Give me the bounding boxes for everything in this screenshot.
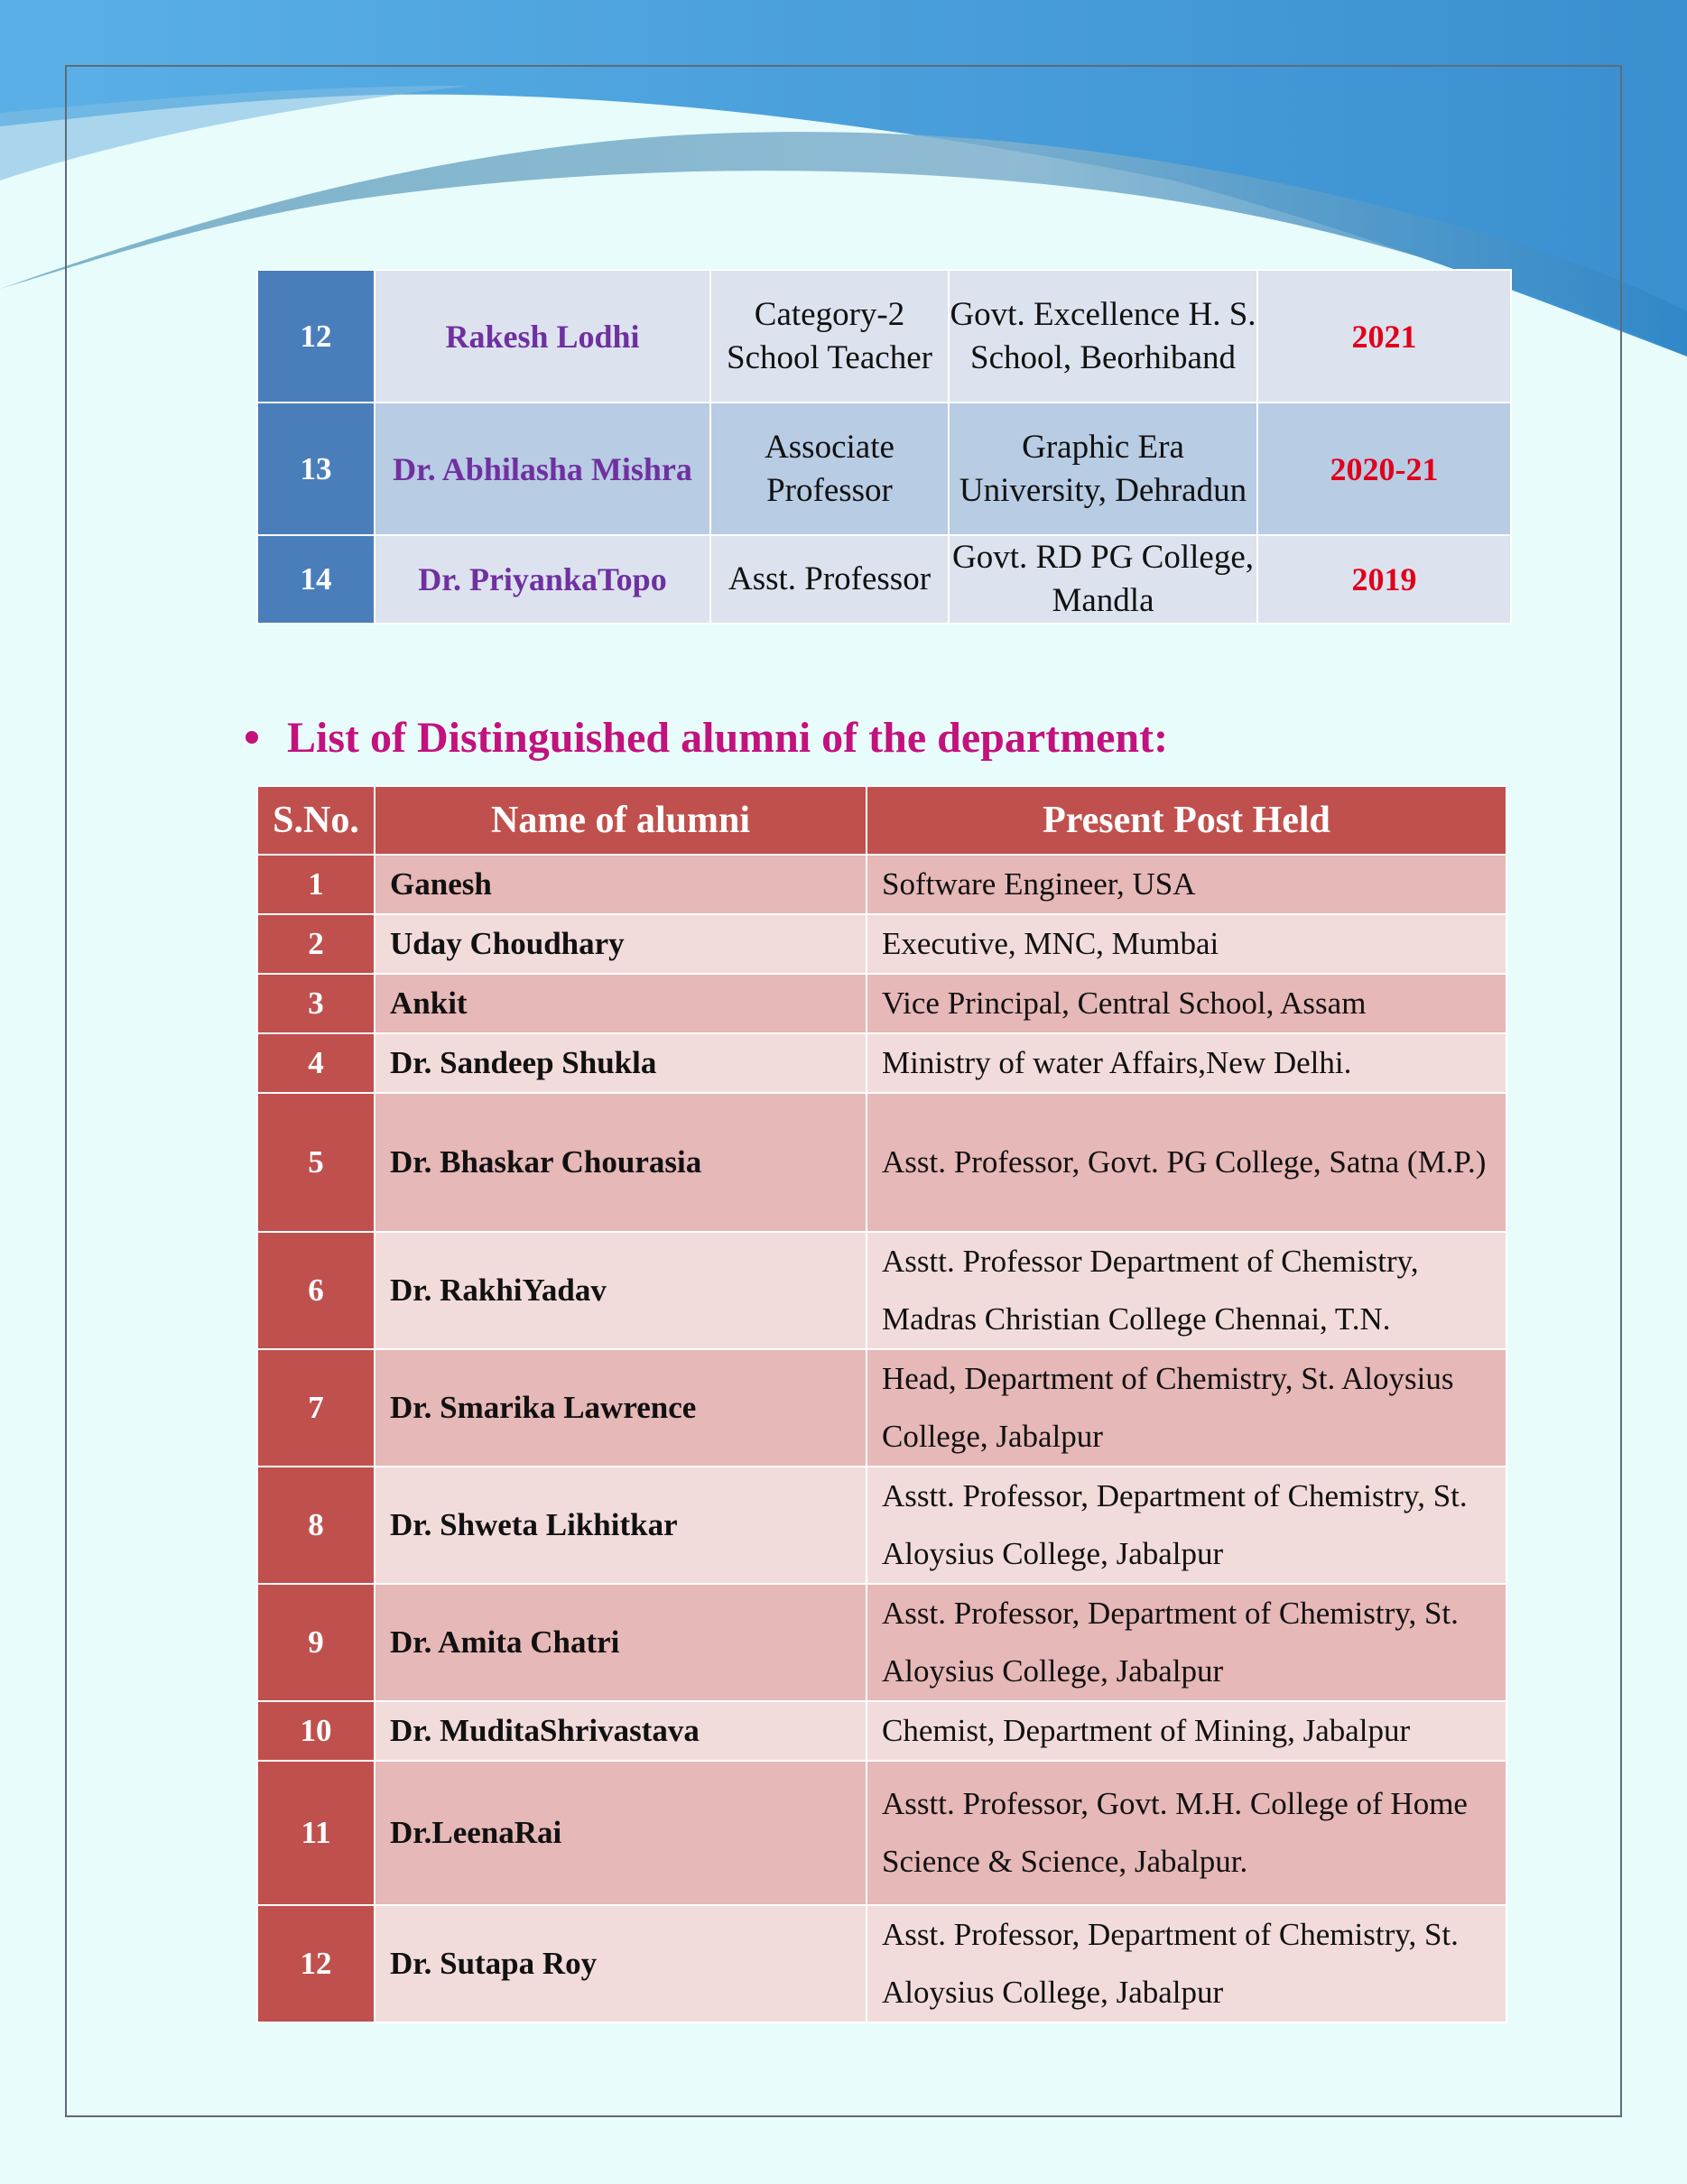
table-row [257,855,1506,914]
serial-number: 10 [257,1701,375,1761]
post-cell: Associate Professor [710,403,949,535]
table-row [257,1232,1506,1349]
alumni-name: Dr. Bhaskar Chourasia [375,1093,867,1232]
institution-cell: Govt. Excellence H. S. School, Beorhiband [949,270,1257,403]
post-cell: Vice Principal, Central School, Assam [867,974,1506,1033]
alumni-name: Dr.LeenaRai [375,1761,867,1905]
post-cell: Head, Department of Chemistry, St. Aloysius College, Jabalpur [867,1349,1506,1467]
alumni-name: Dr. MuditaShrivastava [375,1701,867,1761]
distinguished-alumni-table [256,785,1507,2023]
serial-number: 6 [257,1232,375,1349]
post-cell: Asstt. Professor, Department of Chemistry, St. Aloysius College, Jabalpur [867,1467,1506,1584]
section-heading [246,706,1168,769]
table-row [257,403,1511,535]
sno-header: S.No. [257,786,375,855]
table-row [257,1093,1506,1232]
serial-number: 11 [257,1761,375,1905]
alumni-name: Dr. Amita Chatri [375,1584,867,1701]
alumni-name: Dr. Smarika Lawrence [375,1349,867,1467]
table-row [257,270,1511,403]
serial-number: 1 [257,855,375,914]
alumni-name: Dr. Sutapa Roy [375,1905,867,2022]
section-heading-text: List of Distinguished alumni of the department: [287,713,1169,762]
header-row [257,786,1506,855]
year-cell: 2019 [1257,535,1511,624]
alumni-name: Uday Choudhary [375,914,867,974]
post-cell: Asst. Professor [710,535,949,624]
alumni-name: Ankit [375,974,867,1033]
alumni-name: Rakesh Lodhi [375,270,710,403]
serial-number: 14 [257,535,375,624]
institution-cell: Govt. RD PG College, Mandla [949,535,1257,624]
serial-number: 12 [257,270,375,403]
alumni-name: Dr. PriyankaTopo [375,535,710,624]
serial-number: 2 [257,914,375,974]
post-cell: Chemist, Department of Mining, Jabalpur [867,1701,1506,1761]
table-row [257,1701,1506,1761]
table-row [257,914,1506,974]
serial-number: 8 [257,1467,375,1584]
serial-number: 4 [257,1033,375,1093]
post-cell: Asst. Professor, Govt. PG College, Satna (M.P.) [867,1093,1506,1232]
alumni-name: Dr. Shweta Likhitkar [375,1467,867,1584]
bullet-icon [246,731,258,744]
post-header: Present Post Held [867,786,1506,855]
serial-number: 7 [257,1349,375,1467]
table-row [257,1905,1506,2022]
serial-number: 9 [257,1584,375,1701]
table-row [257,1349,1506,1467]
name-header: Name of alumni [375,786,867,855]
serial-number: 5 [257,1093,375,1232]
post-cell: Asst. Professor, Department of Chemistry, St. Aloysius College, Jabalpur [867,1584,1506,1701]
table-row [257,1761,1506,1905]
serial-number: 13 [257,403,375,535]
alumni-name: Ganesh [375,855,867,914]
year-cell: 2020-21 [1257,403,1511,535]
alumni-name: Dr. RakhiYadav [375,1232,867,1349]
post-cell: Asst. Professor, Department of Chemistry, St. Aloysius College, Jabalpur [867,1905,1506,2022]
post-cell: Executive, MNC, Mumbai [867,914,1506,974]
table-row [257,1467,1506,1584]
table-row [257,974,1506,1033]
table-row [257,535,1511,624]
table-row [257,1584,1506,1701]
institution-cell: Graphic Era University, Dehradun [949,403,1257,535]
post-cell: Asstt. Professor Department of Chemistry, Madras Christian College Chennai, T.N. [867,1232,1506,1349]
alumni-name: Dr. Sandeep Shukla [375,1033,867,1093]
serial-number: 3 [257,974,375,1033]
top-alumni-table [256,269,1512,625]
table-row [257,1033,1506,1093]
alumni-name: Dr. Abhilasha Mishra [375,403,710,535]
year-cell: 2021 [1257,270,1511,403]
serial-number: 12 [257,1905,375,2022]
post-cell: Software Engineer, USA [867,855,1506,914]
post-cell: Asstt. Professor, Govt. M.H. College of Home Science & Science, Jabalpur. [867,1761,1506,1905]
post-cell: Ministry of water Affairs,New Delhi. [867,1033,1506,1093]
post-cell: Category-2 School Teacher [710,270,949,403]
